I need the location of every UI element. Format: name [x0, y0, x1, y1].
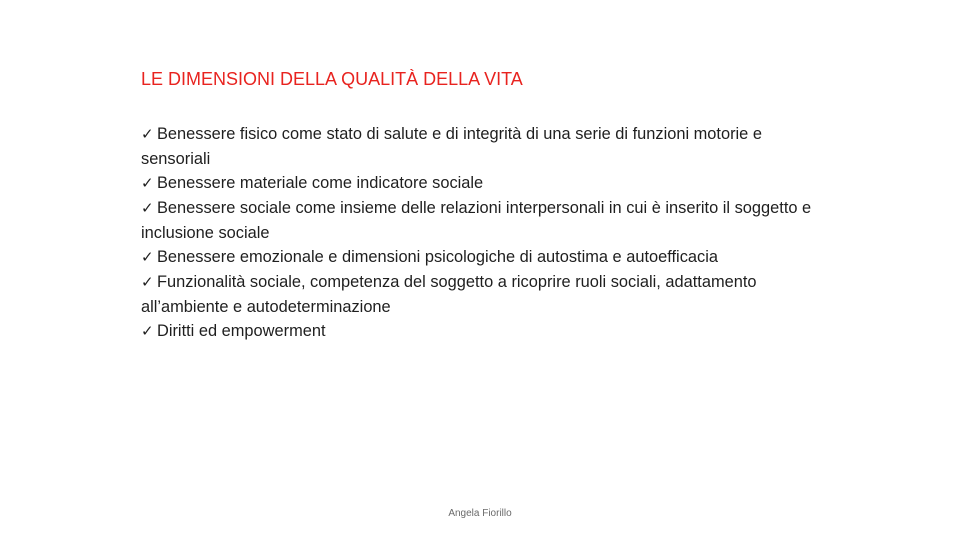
list-item-text: Benessere emozionale e dimensioni psicologiche di autostima e autoefficacia — [157, 248, 718, 266]
slide-title: LE DIMENSIONI DELLA QUALITÀ DELLA VITA — [141, 69, 523, 89]
list-item-text: Benessere sociale come insieme delle relazioni interpersonali in cui è inserito il soggetto e inclusione sociale — [141, 199, 812, 242]
list-item-text: Funzionalità sociale, competenza del soggetto a ricoprire ruoli sociali, adattamento all’ambiente e autodeterminazione — [141, 273, 757, 316]
list-item — [141, 319, 821, 344]
list-item — [141, 122, 821, 171]
list-item-text: Benessere fisico come stato di salute e di integrità di una serie di funzioni motorie e sensoriali — [141, 125, 762, 168]
list-item — [141, 270, 821, 319]
list-item — [141, 245, 821, 270]
bullet-list — [141, 122, 821, 344]
list-item — [141, 196, 821, 245]
list-item-text: Benessere materiale come indicatore sociale — [157, 174, 484, 192]
list-item — [141, 171, 821, 196]
check-mark-icon: ✓ — [141, 249, 154, 266]
footer-author: Angela Fiorillo — [448, 508, 512, 519]
check-mark-icon: ✓ — [141, 274, 154, 291]
check-mark-icon: ✓ — [141, 126, 154, 143]
check-mark-icon: ✓ — [141, 200, 154, 217]
list-item-text: Diritti ed empowerment — [157, 322, 326, 340]
check-mark-icon: ✓ — [141, 175, 154, 192]
check-mark-icon: ✓ — [141, 323, 154, 340]
